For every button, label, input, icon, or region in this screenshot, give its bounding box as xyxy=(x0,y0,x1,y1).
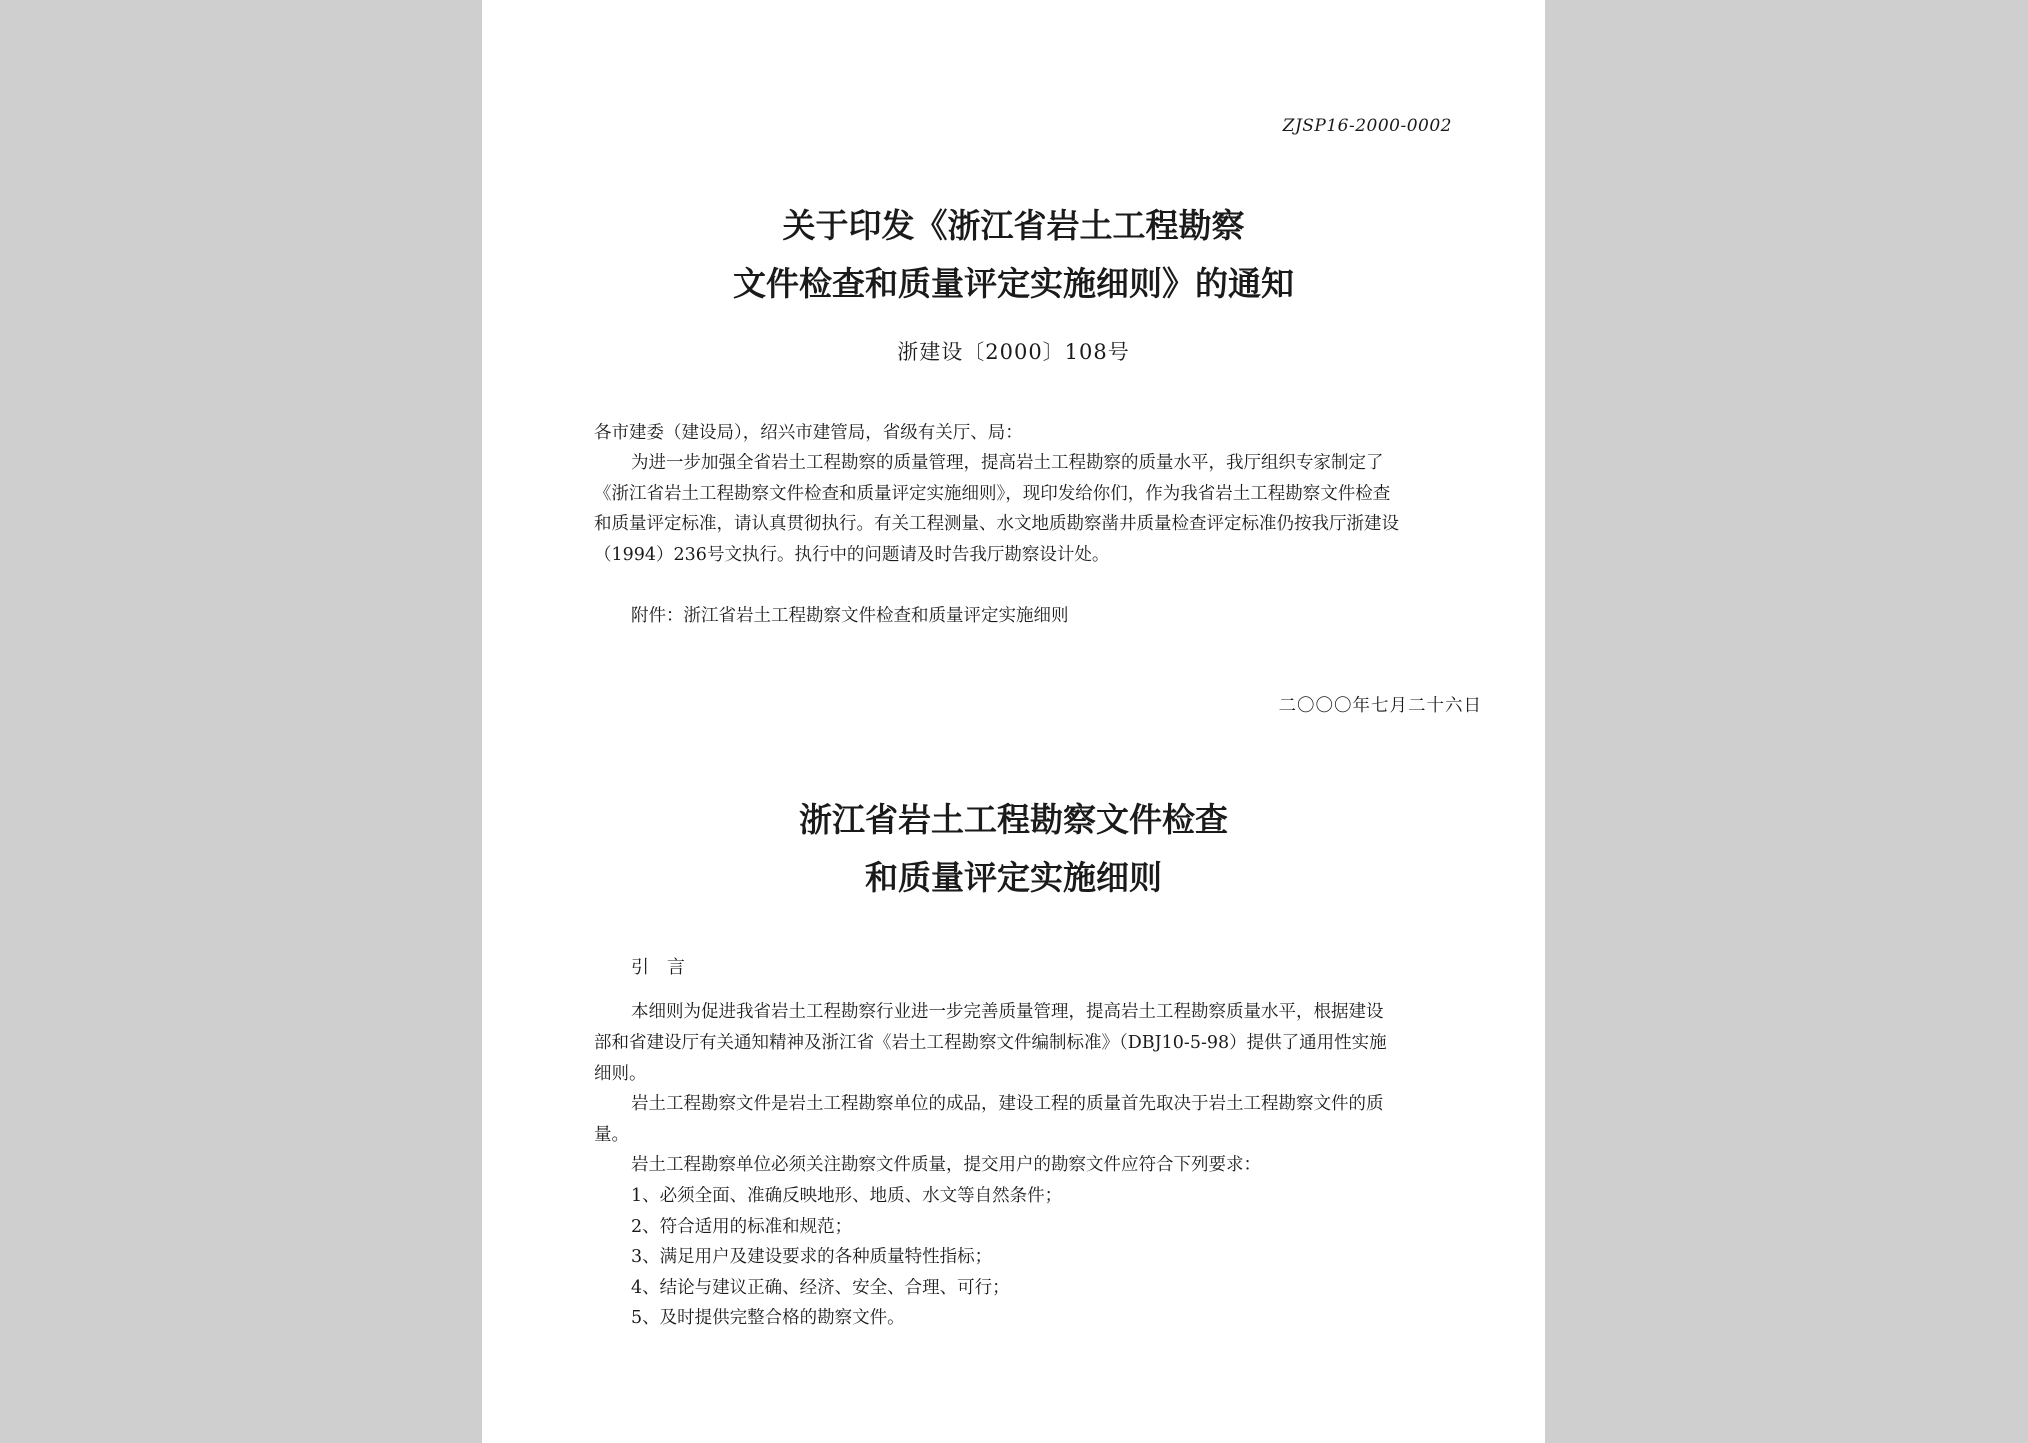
issue-date: 二〇〇〇年七月二十六日 xyxy=(1278,696,1482,716)
requirements-intro: 岩土工程勘察单位必须关注勘察文件质量，提交用户的勘察文件应符合下列要求： xyxy=(631,1155,1261,1175)
requirement-item: 2、符合适用的标准和规范； xyxy=(631,1217,853,1237)
intro-para1-line-2: 部和省建设厅有关通知精神及浙江省《岩土工程勘察文件编制标准》（DBJ10-5-98）提供了通用性实施 xyxy=(594,1033,1387,1053)
intro-para1-line-1: 本细则为促进我省岩土工程勘察行业进一步完善质量管理，提高岩土工程勘察质量水平，根据建设 xyxy=(631,1002,1384,1022)
notice-body-line-4: （1994）236号文执行。执行中的问题请及时告我厅勘察设计处。 xyxy=(594,545,1110,565)
notice-body-line-3: 和质量评定标准，请认真贯彻执行。有关工程测量、水文地质勘察凿井质量检查评定标准仍按我厅浙建设 xyxy=(594,514,1399,534)
attachment-line: 附件：浙江省岩土工程勘察文件检查和质量评定实施细则 xyxy=(631,606,1069,626)
notice-title-line-2: 文件检查和质量评定实施细则》的通知 xyxy=(733,264,1294,303)
intro-para1-line-3: 细则。 xyxy=(594,1064,647,1084)
notice-body-line-1: 为进一步加强全省岩土工程勘察的质量管理，提高岩土工程勘察的质量水平，我厅组织专家制定了 xyxy=(631,453,1384,473)
rules-title-line-2: 和质量评定实施细则 xyxy=(865,858,1162,897)
document-page xyxy=(482,0,1545,1443)
notice-body-line-2: 《浙江省岩土工程勘察文件检查和质量评定实施细则》，现印发给你们，作为我省岩土工程勘察文件检查 xyxy=(594,484,1391,504)
intro-para2-line-1: 岩土工程勘察文件是岩土工程勘察单位的成品，建设工程的质量首先取决于岩土工程勘察文件的质 xyxy=(631,1094,1384,1114)
requirement-item: 5、及时提供完整合格的勘察文件。 xyxy=(631,1308,905,1328)
requirement-item: 3、满足用户及建设要求的各种质量特性指标； xyxy=(631,1247,993,1267)
issue-number: 浙建设〔2000〕108号 xyxy=(897,340,1130,364)
intro-heading: 引言 xyxy=(631,957,703,978)
requirement-item: 1、必须全面、准确反映地形、地质、水文等自然条件； xyxy=(631,1186,1063,1206)
document-code: ZJSP16-2000-0002 xyxy=(1282,116,1452,136)
notice-title-line-1: 关于印发《浙江省岩土工程勘察 xyxy=(782,206,1245,245)
salutation: 各市建委（建设局），绍兴市建管局，省级有关厅、局： xyxy=(594,423,1023,443)
intro-para2-line-2: 量。 xyxy=(594,1125,629,1145)
rules-title-line-1: 浙江省岩土工程勘察文件检查 xyxy=(799,800,1228,839)
requirement-item: 4、结论与建议正确、经济、安全、合理、可行； xyxy=(631,1278,1010,1298)
